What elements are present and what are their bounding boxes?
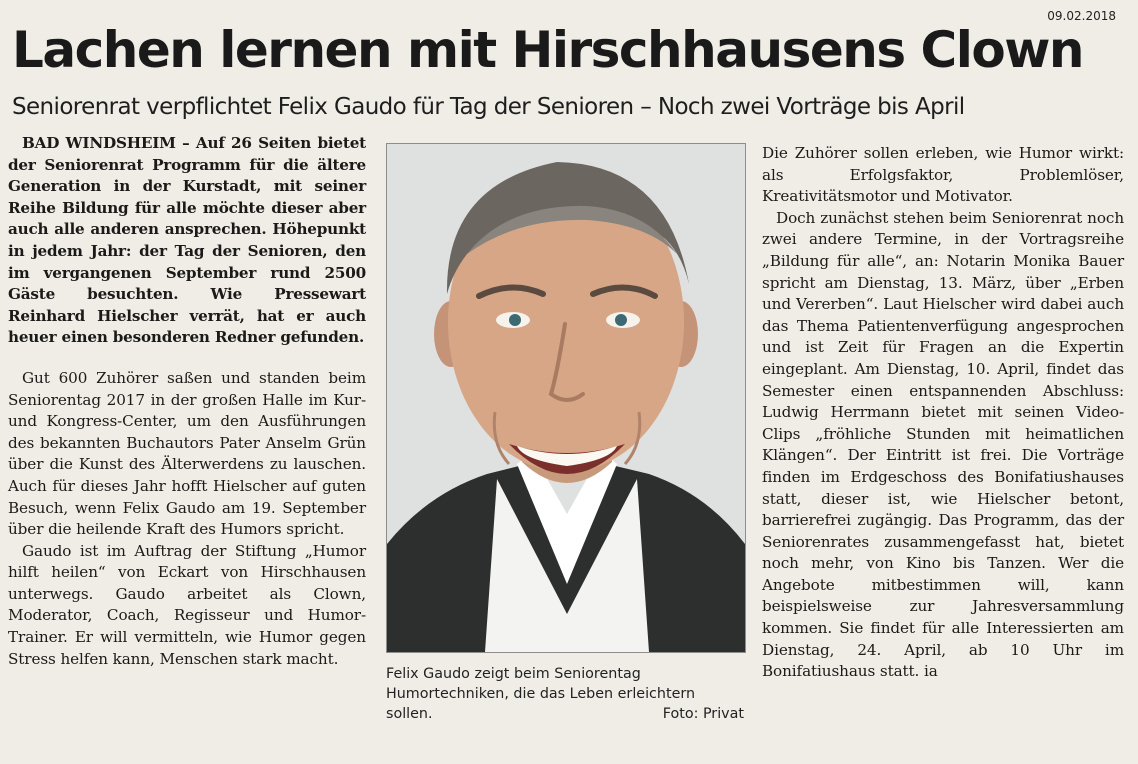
portrait-photo	[386, 143, 746, 653]
headline: Lachen lernen mit Hirschhausens Clown	[12, 21, 1083, 79]
lead-paragraph	[8, 133, 366, 349]
dateline: BAD WINDSHEIM –	[22, 134, 190, 152]
caption-text: Felix Gaudo zeigt beim Seniorentag Humortechniken, die das Leben erleichtern sollen.	[386, 666, 696, 722]
body-paragraph: Gaudo ist im Auftrag der Stiftung „Humor hilft heilen“ von Eckart von Hirschhausen unterwegs. Gaudo arbeitet als Clown, Moderator, Coach, Regisseur und Humor-Trainer. Er will vermitteln, wie Humor gegen Stress helfen kann, Menschen stark macht.	[8, 541, 366, 668]
photo-credit: Foto: Privat	[662, 706, 744, 722]
article-column-left	[8, 133, 366, 670]
lead-text: Auf 26 Seiten bietet der Seniorenrat Programm für die ältere Generation in der Kurstadt, mit seiner Reihe Bildung für alle möchte dieser aber auch alle anderen ansprechen. Höhepunkt in jedem Jahr: der Tag der Senioren, den im vergangenen September rund 2500 Gäste besuchten. Wie Pressewart Reinhard Hielscher verrät, hat er auch heuer einen besonderen Redner gefunden.	[8, 134, 366, 347]
body-paragraph: Die Zuhörer sollen erleben, wie Humor wirkt: als Erfolgsfaktor, Problemlöser, Kreativitätsmotor und Motivator.	[762, 144, 1124, 206]
portrait-illustration	[387, 144, 745, 652]
article-column-right	[762, 143, 1124, 683]
subheadline: Seniorenrat verpflichtet Felix Gaudo für Tag der Senioren – Noch zwei Vorträge bis April	[12, 94, 965, 120]
publication-date: 09.02.2018	[1047, 9, 1116, 23]
body-paragraph: Doch zunächst stehen beim Seniorenrat noch zwei andere Termine, in der Vortragsreihe „Bildung für alle“, an: Notarin Monika Bauer spricht am Dienstag, 13. März, über „Erben und Vererben“. Laut Hielscher wird dabei auch das Thema Patientenverfügung angesprochen und ist Zeit für Fragen an die Expertin eingeplant. Am Dienstag, 10. April, findet das Semester einen entspannenden Abschluss: Ludwig Herrmann bietet mit seinen Video-Clips „fröhliche Stunden mit heimatlichen Klängen“. Der Eintritt ist frei. Die Vorträge finden im Erdgeschoss des Bonifatiushauses statt, dieser ist, wie Hielscher betont, barrierefrei zugängig. Das Programm, das der Seniorenrates zusammengefasst hat, bietet noch mehr, von Kino bis Tanzen. Wer die Angebote mitbestimmen will, kann beispielsweise zur Jahresversammlung kommen. Sie findet für alle Interessierten am Dienstag, 24. April, ab 10 Uhr im Bonifatiushaus statt. ia	[762, 208, 1124, 681]
body-paragraph: Gut 600 Zuhörer saßen und standen beim Seniorentag 2017 in der großen Halle im Kur- und Kongress-Center, um den Ausführungen des bekannten Buchautors Pater Anselm Grün über die Kunst des Älterwerdens zu lauschen. Auch für dieses Jahr hofft Hielscher auf guten Besuch, wenn Felix Gaudo am 19. September über die heilende Kraft des Humors spricht.	[8, 368, 366, 539]
photo-caption	[386, 664, 744, 724]
